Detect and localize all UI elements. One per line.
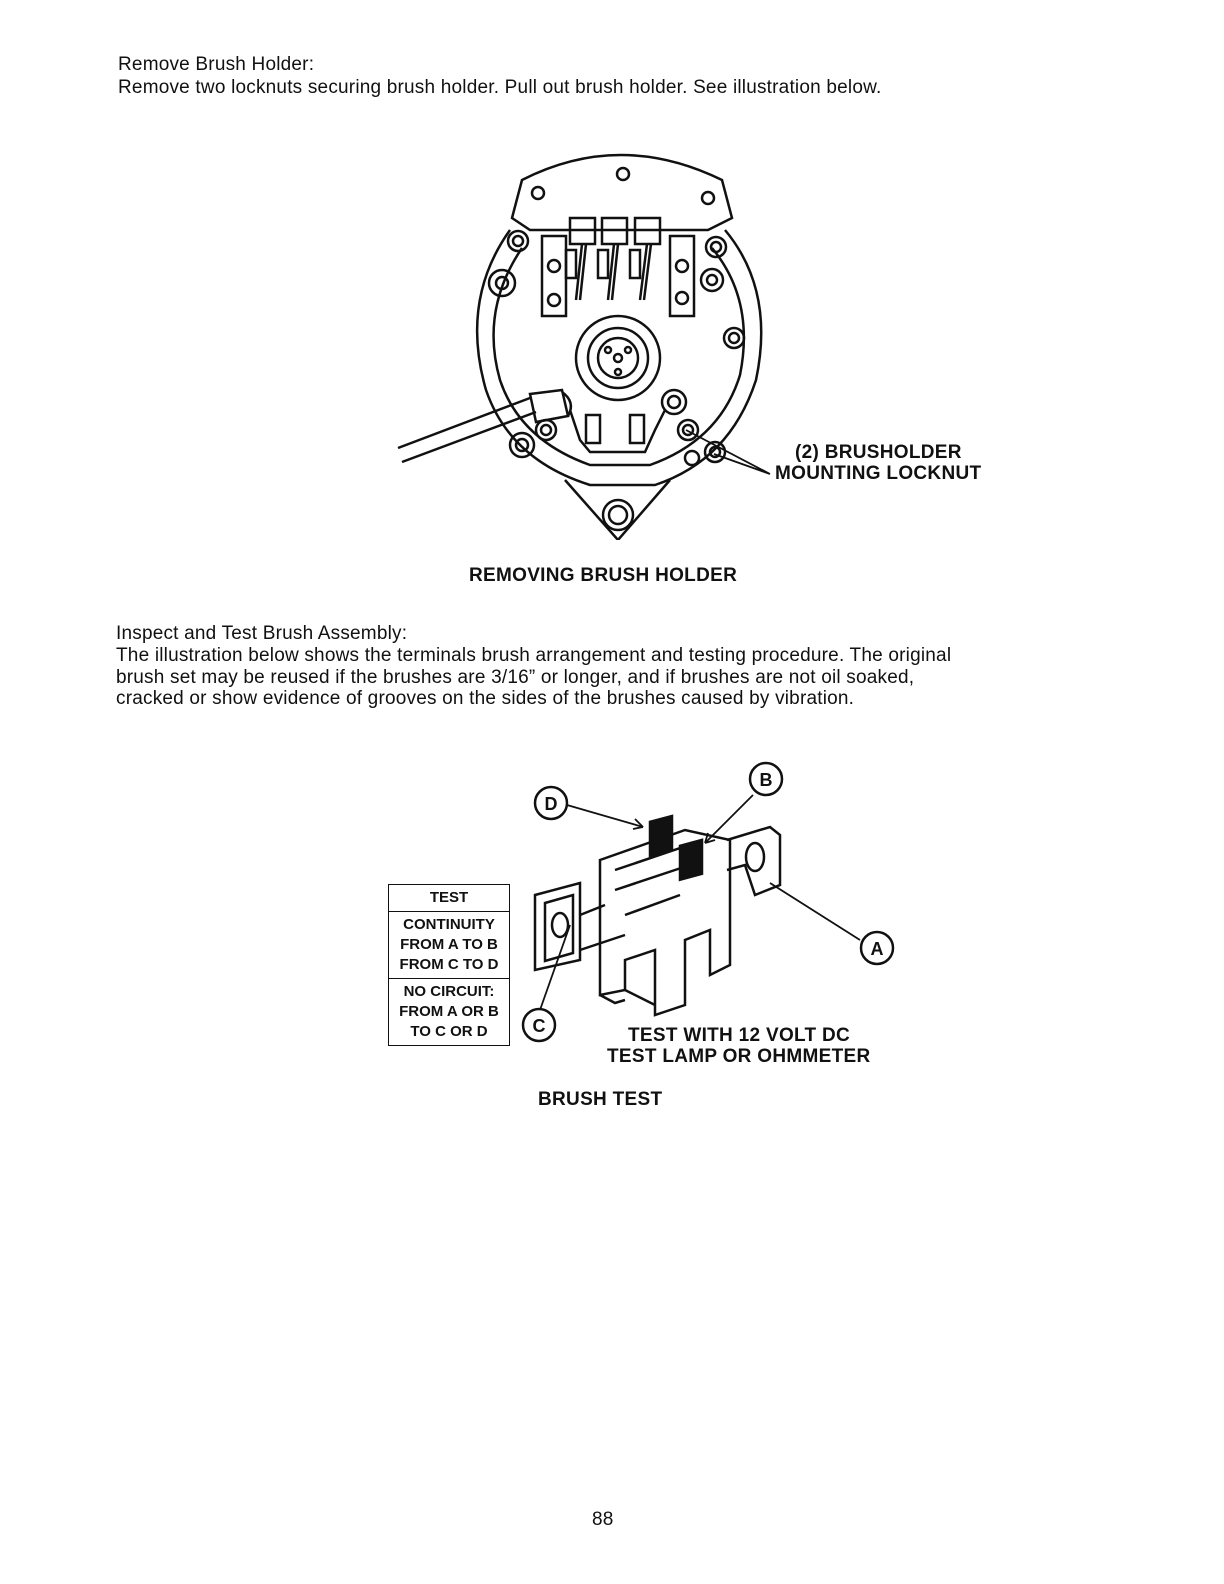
label-a: A: [870, 939, 884, 959]
no-circuit-line3: TO C OR D: [410, 1023, 488, 1040]
test-table-continuity: [389, 912, 509, 979]
page-number: 88: [592, 1509, 614, 1530]
instruction-line1: TEST WITH 12 VOLT DC: [628, 1025, 851, 1046]
test-table-no-circuit: [389, 979, 509, 1045]
continuity-line2: FROM A TO B: [400, 936, 498, 953]
section1-heading: Remove Brush Holder:: [118, 54, 315, 75]
label-c: C: [532, 1016, 546, 1036]
alternator-illustration: [390, 140, 810, 540]
test-table-header: TEST: [389, 885, 509, 912]
instruction-line2: TEST LAMP OR OHMMETER: [607, 1046, 871, 1067]
no-circuit-line1: NO CIRCUIT:: [403, 983, 495, 1000]
section1-body: Remove two locknuts securing brush holder. Pull out brush holder. See illustration below.: [118, 77, 882, 98]
brush-holder-illustration: [515, 755, 915, 1045]
test-table: [388, 884, 510, 1046]
label-d: D: [544, 794, 558, 814]
callout-line1: (2) BRUSHOLDER: [795, 442, 962, 463]
figure1-caption: REMOVING BRUSH HOLDER: [469, 565, 738, 586]
section2-body-line1: The illustration below shows the terminals brush arrangement and testing procedure. The original: [116, 645, 952, 666]
section2-body-line2: brush set may be reused if the brushes are 3/16” or longer, and if brushes are not oil soaked,: [116, 667, 915, 688]
callout-line2: MOUNTING LOCKNUT: [775, 463, 982, 484]
no-circuit-line2: FROM A OR B: [399, 1003, 499, 1020]
label-b: B: [759, 770, 773, 790]
continuity-line1: CONTINUITY: [403, 916, 495, 933]
section2-heading: Inspect and Test Brush Assembly:: [116, 623, 408, 644]
figure2-caption: BRUSH TEST: [538, 1089, 663, 1110]
continuity-line3: FROM C TO D: [399, 956, 499, 973]
section2-body-line3: cracked or show evidence of grooves on the sides of the brushes caused by vibration.: [116, 688, 855, 709]
